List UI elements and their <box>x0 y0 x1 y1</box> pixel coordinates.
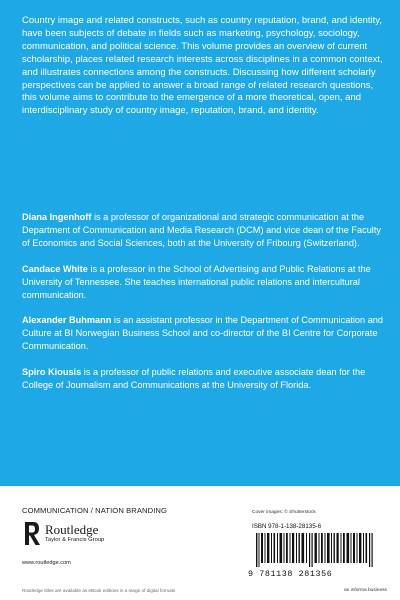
ebook-note: Routledge titles are available as eBook editions in a range of digital formats <box>22 588 176 593</box>
informa-tagline: an informa business <box>344 588 387 593</box>
publisher-name: Routledge <box>45 522 99 537</box>
publisher-logo <box>22 520 132 554</box>
author-bios <box>22 211 384 405</box>
isbn-label: ISBN 978-1-138-28135-6 <box>252 523 322 530</box>
imprint-panel <box>0 486 400 600</box>
subject-category: COMMUNICATION / NATION BRANDING <box>22 506 167 515</box>
author-name: Spiro Kiousis <box>22 367 82 378</box>
author-bio <box>22 314 384 353</box>
author-bio-text: is a professor of organizational and strategic communication at the Department of Communication and Media Research (DCM) and vice dean of the Faculty of Economics and Social Sciences, both at the University of Fribourg (Switzerland). <box>22 212 381 248</box>
author-bio <box>22 211 384 250</box>
author-bio-text: is a professor of public relations and executive associate dean for the College of Journalism and Communications at the University of Florida. <box>22 367 366 391</box>
publisher-website: www.routledge.com <box>22 560 71 566</box>
publisher-group: Taylor & Francis Group <box>45 537 105 543</box>
author-name: Diana Ingenhoff <box>22 212 92 222</box>
cover-credit: Cover images: © Shutterstock <box>252 510 316 515</box>
author-bio-text: is an assistant professor in the Department of Communication and Culture at BI Norwegian Business School and co-director of the BI Centre for Corporate Communication. <box>22 315 384 352</box>
author-name: Alexander Buhmann <box>22 315 112 326</box>
book-blurb: Country image and related constructs, such as country reputation, brand, and identity, have been subjects of debate in fields such as marketing, psychology, sociology, communication, and political science. This volume provides an overview of current scholarship, places related research interests across disciplines in a common context, and illustrates connections among the constructs. Discussing how different scholarly perspectives can be applied to answer a broad range of related research questions, this volume aims to contribute to the emergence of a more theoretical, open, and interdisciplinary study of country image, reputation, brand, and identity. <box>22 15 383 117</box>
barcode-digits: 9 781138 281356 <box>248 569 333 579</box>
author-bio <box>22 263 384 302</box>
barcode-icon <box>252 533 380 567</box>
routledge-r-icon <box>22 520 42 547</box>
author-bio-text: is a professor in the School of Advertising and Public Relations at the University of Tennessee. She teaches international public relations and intercultural communication. <box>22 263 371 300</box>
author-bio <box>22 366 384 392</box>
barcode-graphic <box>252 533 380 567</box>
author-name: Candace White <box>22 263 88 274</box>
